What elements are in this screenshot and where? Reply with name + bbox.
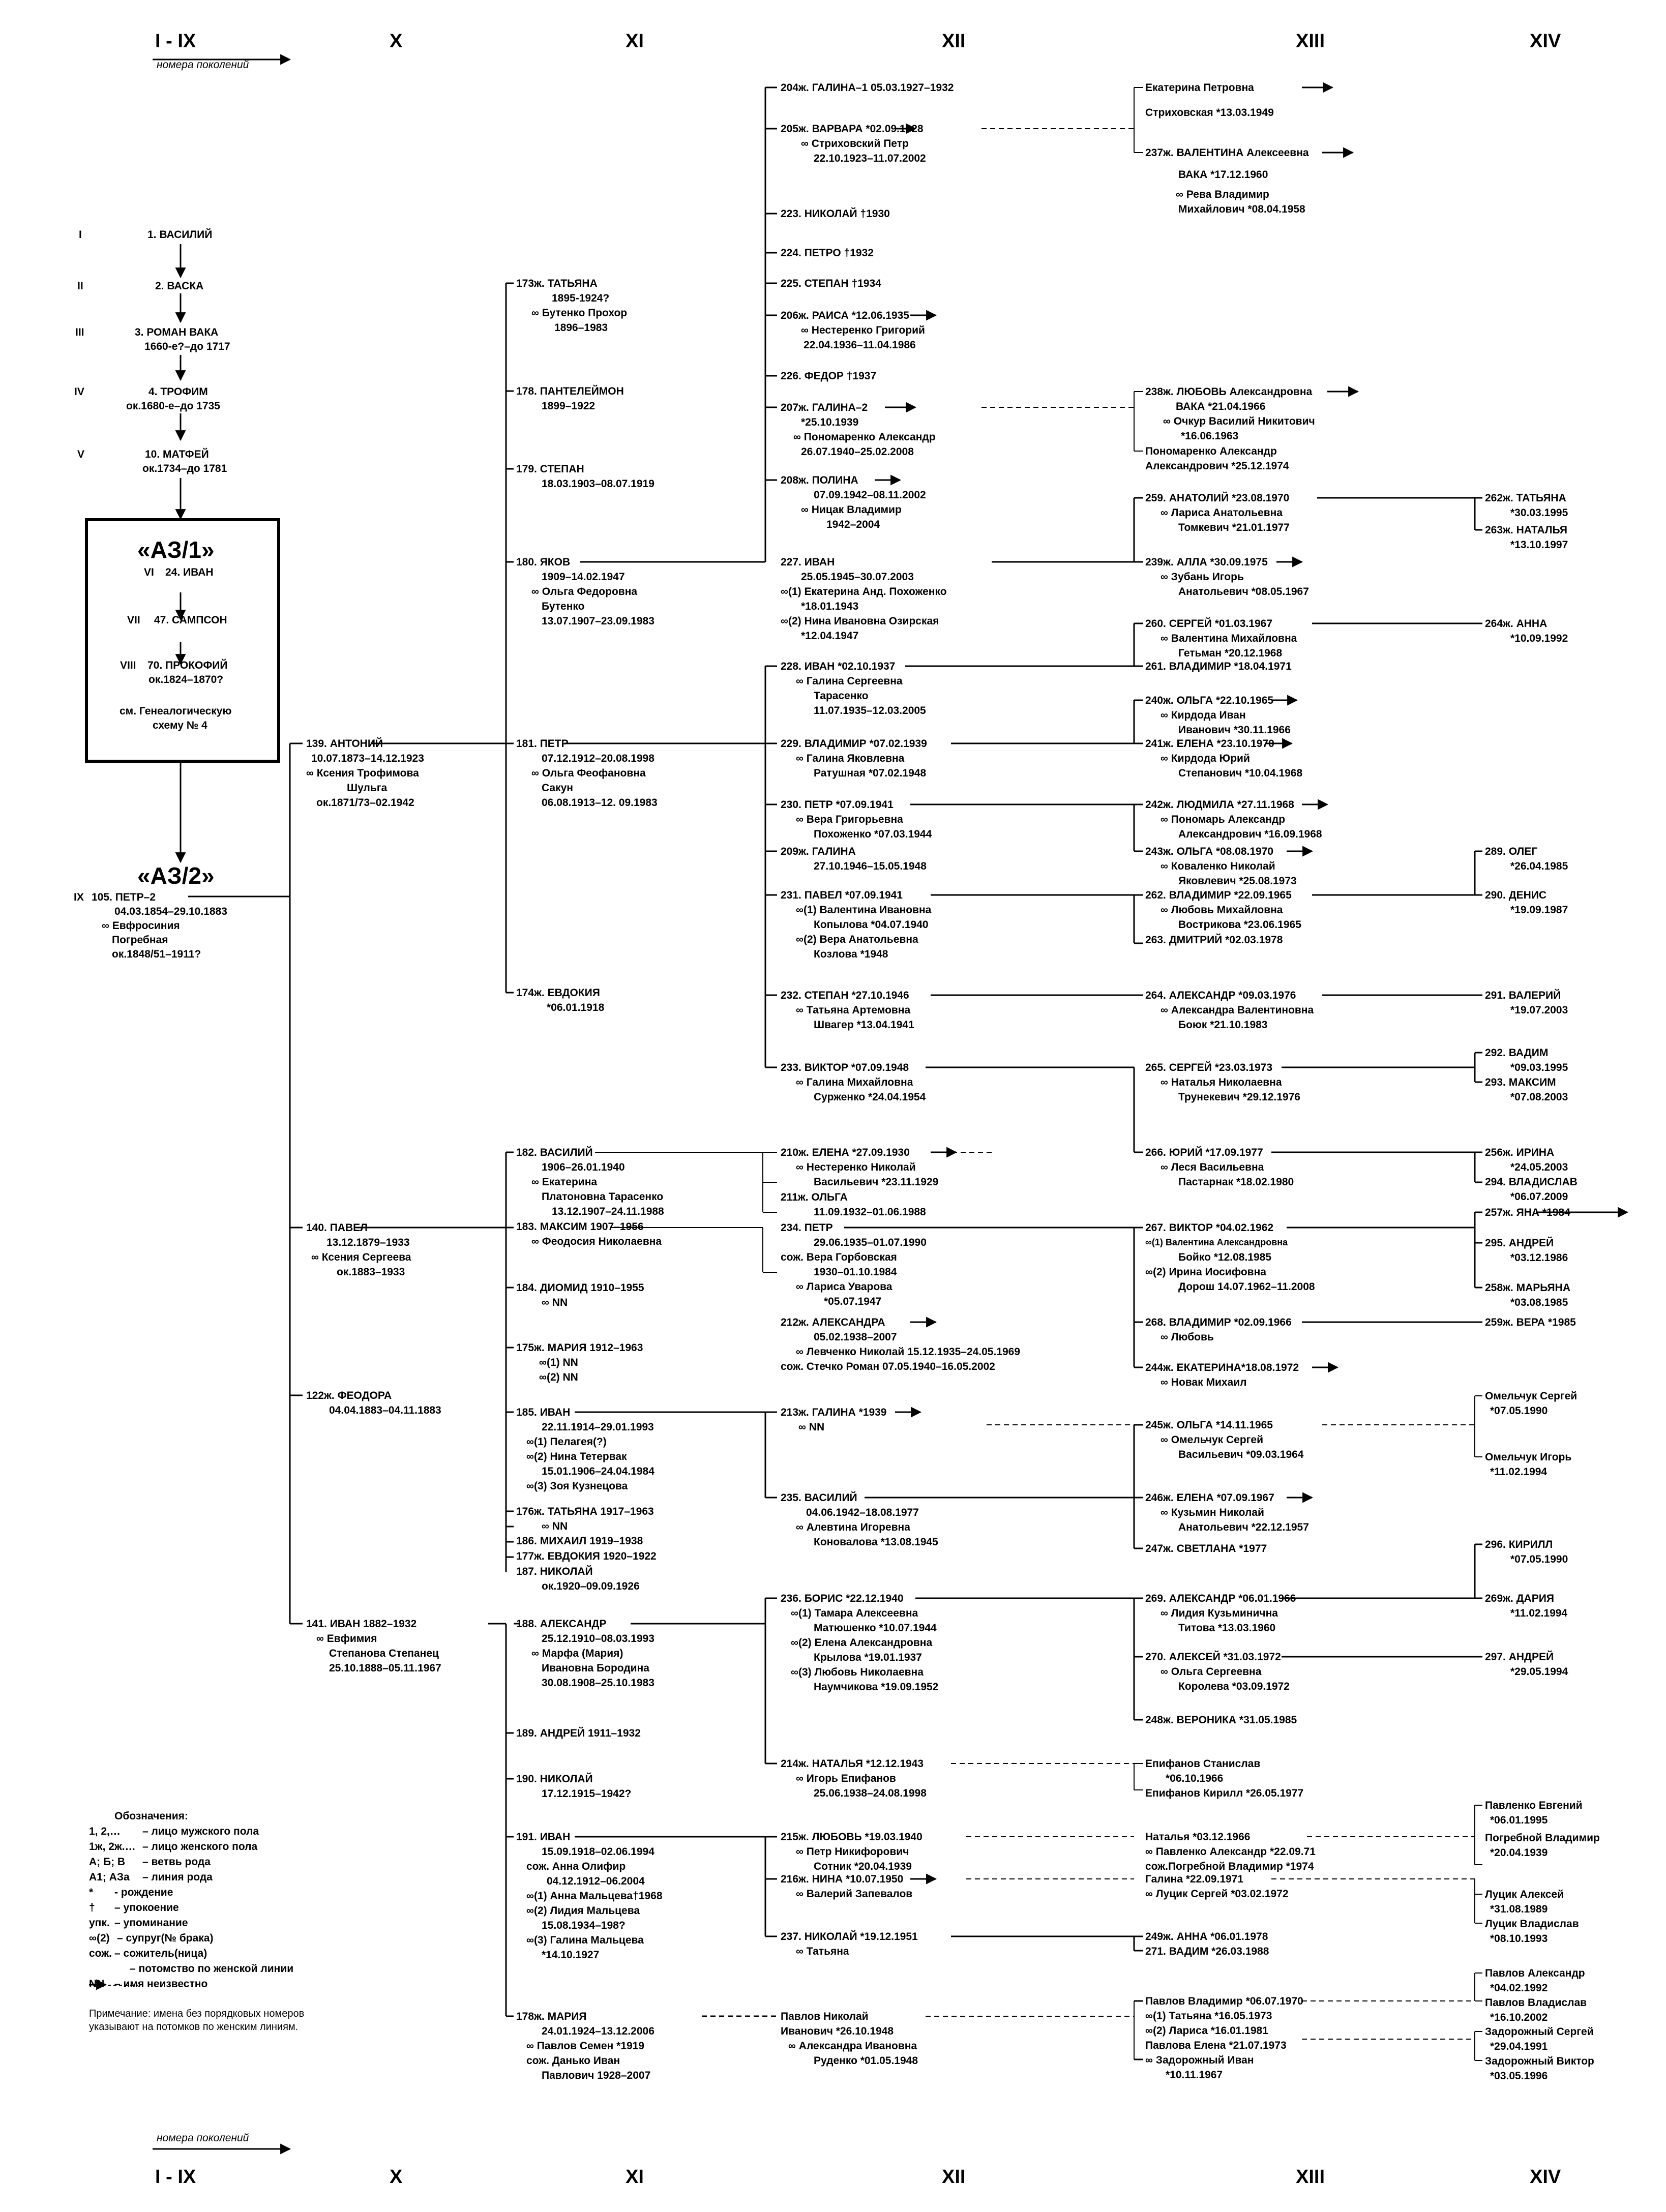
header-generation-3: XI: [626, 31, 644, 52]
person-178: 178. ПАНТЕЛЕЙМОН 1899–1922: [516, 385, 624, 412]
person-omelchuk-sergey: Омельчук Сергей *07.05.1990: [1485, 1390, 1578, 1417]
person-264a: 264ж. АННА *10.09.1992: [1485, 618, 1568, 644]
person-224: 224. ПЕТРО †1932: [781, 247, 874, 259]
person-ekaterina: Екатерина Петровна Стриховская *13.03.1949: [1145, 82, 1274, 118]
legend-title: Обозначения:: [114, 1810, 188, 1822]
person-240: 240ж. ОЛЬГА *22.10.1965 ∞ Кирдода Иван Иванович *30.11.1966: [1145, 695, 1291, 736]
person-175: 175ж. МАРИЯ 1912–1963 ∞(1) NN ∞(2) NN: [516, 1342, 643, 1383]
person-270: 270. АЛЕКСЕЙ *31.03.1972 ∞ Ольга Сергеевна Королева *03.09.1972: [1145, 1651, 1290, 1692]
person-266: 266. ЮРИЙ *17.09.1977 ∞ Леся Васильевна Пастарнак *18.02.1980: [1145, 1147, 1294, 1188]
person-229: 229. ВЛАДИМИР *07.02.1939 ∞ Галина Яковлевна Ратушная *07.02.1948: [781, 738, 927, 779]
scheme-gen: VIII: [120, 660, 136, 671]
person-179: 179. СТЕПАН 18.03.1903–08.07.1919: [516, 463, 654, 490]
person-238: 238ж. ЛЮБОВЬ Александровна ВАКА *21.04.1966 ∞ Очкур Василий Никитович *16.06.1963: [1145, 386, 1315, 442]
legend-dashed-sample: [108, 1983, 143, 1988]
person-247: 247ж. СВЕТЛАНА *1977: [1145, 1543, 1267, 1555]
ancestor-name: 10. МАТФЕЙ: [145, 449, 209, 460]
header-generation-1: I - IX: [155, 31, 196, 52]
person-289: 289. ОЛЕГ *26.04.1985: [1485, 846, 1568, 872]
person-225: 225. СТЕПАН †1934: [781, 278, 881, 289]
person-181: 181. ПЕТР 07.12.1912–20.08.1998 ∞ Ольга Феофановна Сакун 06.08.1913–12. 09.1983: [516, 738, 658, 809]
person-174: 174ж. ЕВДОКИЯ *06.01.1918: [516, 987, 605, 1013]
person-262t: 262ж. ТАТЬЯНА *30.03.1995: [1485, 492, 1568, 519]
person-pavlov-vladimir: Павлов Владимир *06.07.1970 ∞(1) Татьяна *16.05.1973 ∞(2) Лариса *16.01.1981 Павлова Елена *21.07.1973 ∞ Задорожный Иван *10.11.1967: [1145, 1995, 1303, 2081]
person-182: 182. ВАСИЛИЙ 1906–26.01.1940 ∞ Екатерина Платоновна Тарасенко 13.12.1907–24.11.1988: [516, 1147, 664, 1217]
person-296: 296. КИРИЛЛ *07.05.1990: [1485, 1539, 1568, 1565]
legend-note: Примечание: имена без порядковых номеров: [89, 2008, 305, 2019]
ancestor-roman: II: [77, 280, 83, 292]
root-line: ∞ Евфросиния: [102, 920, 180, 932]
person-190: 190. НИКОЛАЙ 17.12.1915–1942?: [516, 1773, 632, 1800]
person-210: 210ж. ЕЛЕНА *27.09.1930 ∞ Нестеренко Николай Васильевич *23.11.1929: [781, 1147, 939, 1188]
person-262: 262. ВЛАДИМИР *22.09.1965 ∞ Любовь Михайловна Вострикова *23.06.1965: [1145, 889, 1301, 931]
person-257: 257ж. ЯНА *1984: [1485, 1207, 1570, 1218]
ancestor-name: 1. ВАСИЛИЙ: [147, 229, 213, 241]
person-233: 233. ВИКТОР *07.09.1948 ∞ Галина Михайловна Сурженко *24.04.1954: [781, 1062, 926, 1103]
person-natalya: Наталья *03.12.1966 ∞ Павленко Александр *22.09.71 сож.Погребной Владимир *1974: [1145, 1831, 1316, 1872]
person-191: 191. ИВАН 15.09.1918–02.06.1994 сож. Анна Олифир 04.12.1912–06.2004 ∞(1) Анна Мальцева†1968 ∞(2) Лидия Мальцева 15.08.1934–198? ∞(3) Галина Мальцева *14.10.1927: [516, 1831, 663, 1961]
scheme-name: 70. ПРОКОФИЙ: [147, 660, 228, 671]
person-186: 186. МИХАИЛ 1919–1938: [516, 1535, 643, 1547]
person-epifanov: Епифанов Станислав *06.10.1966 Епифанов Кирилл *26.05.1977: [1145, 1758, 1304, 1799]
ancestor-roman: V: [77, 449, 85, 460]
person-249: 249ж. АННА *06.01.1978 271. ВАДИМ *26.03.1988: [1145, 1931, 1269, 1957]
person-237v: 237ж. ВАЛЕНТИНА Алексеевна ВАКА *17.12.1960 ∞ Рева Владимир Михайлович *08.04.1958: [1145, 147, 1309, 215]
person-223: 223. НИКОЛАЙ †1930: [781, 208, 890, 220]
person-omelchuk-igor: Омельчук Игорь *11.02.1994: [1485, 1451, 1572, 1478]
person-267: 267. ВИКТОР *04.02.1962 ∞(1) Валентина Александровна Бойко *12.08.1985 ∞(2) Ирина Иосифовна Дорош 14.07.1962–11.2008: [1145, 1222, 1315, 1293]
header-generation-5: XIII: [1296, 31, 1325, 52]
person-232: 232. СТЕПАН *27.10.1946 ∞ Татьяна Артемовна Швагер *13.04.1941: [781, 990, 914, 1031]
person-258: 258ж. МАРЬЯНА *03.08.1985: [1485, 1282, 1570, 1308]
scheme-gen: VII: [127, 614, 140, 626]
footer-generations-caption: номера поколений: [157, 2132, 249, 2144]
person-261: 261. ВЛАДИМИР *18.04.1971: [1145, 661, 1292, 672]
person-galina: Галина *22.09.1971 ∞ Луцик Сергей *03.02.1972: [1145, 1873, 1289, 1900]
scheme-box-title: «АЗ/1»: [137, 536, 215, 563]
person-234: 234. ПЕТР 29.06.1935–01.07.1990 сож. Вера Горбовская 1930–01.10.1984 ∞ Лариса Уварова *05.07.1947: [781, 1222, 927, 1307]
person-183: 183. МАКСИМ 1907–1956 ∞ Феодосия Николаевна: [516, 1221, 662, 1247]
person-264: 264. АЛЕКСАНДР *09.03.1976 ∞ Александра Валентиновна Боюк *21.10.1983: [1145, 990, 1314, 1031]
person-180: 180. ЯКОВ 1909–14.02.1947 ∞ Ольга Федоровна Бутенко 13.07.1907–23.09.1983: [516, 556, 654, 627]
scheme-gen: VI: [144, 566, 154, 578]
person-122: 122ж. ФЕОДОРА 04.04.1883–04.11.1883: [306, 1390, 441, 1416]
ancestor-roman: IV: [74, 386, 84, 398]
person-237: 237. НИКОЛАЙ *19.12.1951 ∞ Татьяна: [781, 1931, 918, 1957]
legend: Обозначения: 1, 2,… – лицо мужского пола 1ж, 2ж.… – лицо женского пола А; Б; В – ветвь рода А1; АЗа – линия рода * - рождение † – упокоение упк. – упоминание ∞(2) – супруг(№ брака) сож. – сожитель(ница) – потомство по женской линии NN – имя неизвестно: [89, 1809, 374, 1992]
person-291: 291. ВАЛЕРИЙ *19.07.2003: [1485, 990, 1568, 1016]
footer-generation-3: XI: [626, 2166, 644, 2188]
person-173: 173ж. ТАТЬЯНА 1895-1924? ∞ Бутенко Прохор 1896–1983: [516, 278, 628, 334]
person-214: 214ж. НАТАЛЬЯ *12.12.1943 ∞ Игорь Епифанов 25.06.1938–24.08.1998: [781, 1758, 927, 1799]
person-245: 245ж. ОЛЬГА *14.11.1965 ∞ Омельчук Сергей Васильевич *09.03.1964: [1145, 1419, 1304, 1460]
person-pavlenko-pogrebnoy: Павленко Евгений *06.01.1995 Погребной Владимир *20.04.1939: [1485, 1800, 1600, 1859]
person-231: 231. ПАВЕЛ *07.09.1941 ∞(1) Валентина Ивановна Копылова *04.07.1940 ∞(2) Вера Анатольевна Козлова *1948: [781, 889, 932, 960]
person-230: 230. ПЕТР *07.09.1941 ∞ Вера Григорьевна Похоженко *07.03.1944: [781, 799, 932, 840]
ancestor-dates: ок.1680-е–до 1735: [126, 400, 220, 412]
person-242: 242ж. ЛЮДМИЛА *27.11.1968 ∞ Пономарь Александр Александрович *16.09.1968: [1145, 799, 1322, 840]
person-269d: 269ж. ДАРИЯ *11.02.1994: [1485, 1593, 1568, 1619]
person-207: 207ж. ГАЛИНА–2 *25.10.1939 ∞ Пономаренко Александр 26.07.1940–25.02.2008: [781, 402, 936, 458]
person-260: 260. СЕРГЕЙ *01.03.1967 ∞ Валентина Михайловна Гетьман *20.12.1968: [1145, 618, 1297, 659]
footer-generation-6: XIV: [1530, 2166, 1561, 2188]
person-239: 239ж. АЛЛА *30.09.1975 ∞ Зубань Игорь Анатольевич *08.05.1967: [1145, 556, 1309, 597]
person-205: 205ж. ВАРВАРА *02.09.1928 ∞ Стриховский Петр 22.10.1923–11.07.2002: [781, 123, 926, 164]
person-269: 269. АЛЕКСАНДР *06.01.1966 ∞ Лидия Кузьминична Титова *13.03.1960: [1145, 1593, 1296, 1634]
person-243: 243ж. ОЛЬГА *08.08.1970 ∞ Коваленко Николай Яковлевич *25.08.1973: [1145, 846, 1297, 887]
person-292-293: 292. ВАДИМ *09.03.1995 293. МАКСИМ *07.08.2003: [1485, 1047, 1568, 1103]
scheme-name: 24. ИВАН: [165, 566, 214, 578]
person-265: 265. СЕРГЕЙ *23.03.1973 ∞ Наталья Николаевна Трунекевич *29.12.1976: [1145, 1062, 1300, 1103]
person-141: 141. ИВАН 1882–1932 ∞ Евфимия Степанова Степанец 25.10.1888–05.11.1967: [306, 1618, 441, 1674]
person-268: 268. ВЛАДИМИР *02.09.1966 ∞ Любовь: [1145, 1317, 1292, 1343]
person-206: 206ж. РАИСА *12.06.1935 ∞ Нестеренко Григорий 22.04.1936–11.04.1986: [781, 310, 925, 351]
header-generations-caption: номера поколений: [157, 59, 249, 71]
person-176: 176ж. ТАТЬЯНА 1917–1963 ∞ NN: [516, 1506, 654, 1532]
root-line: Погребная: [112, 934, 168, 946]
person-pavlov-nikolay: Павлов Николай Иванович *26.10.1948 ∞ Александра Ивановна Руденко *01.05.1948: [781, 2011, 918, 2067]
person-227: 227. ИВАН 25.05.1945–30.07.2003 ∞(1) Екатерина Анд. Похоженко *18.01.1943 ∞(2) Нина Ивановна Озирская *12.04.1947: [781, 556, 947, 642]
ancestor-dates: 1660-е?–до 1717: [144, 341, 230, 352]
person-209: 209ж. ГАЛИНА 27.10.1946–15.05.1948: [781, 846, 927, 872]
person-259v: 259ж. ВЕРА *1985: [1485, 1317, 1576, 1328]
person-zadorozhny: Задорожный Сергей *29.04.1991 Задорожный Виктор *03.05.1996: [1485, 2026, 1594, 2082]
root-gen: IX: [74, 891, 84, 903]
person-211: 211ж. ОЛЬГА 11.09.1932–01.06.1988: [781, 1191, 926, 1218]
person-213: 213ж. ГАЛИНА *1939 ∞ NN: [781, 1407, 887, 1433]
footer-generation-2: X: [390, 2166, 403, 2188]
person-139: 139. АНТОНИЙ 10.07.1873–14.12.1923 ∞ Ксения Трофимова Шульга ок.1871/73–02.1942: [306, 738, 424, 809]
person-235: 235. ВАСИЛИЙ 04.06.1942–18.08.1977 ∞ Алевтина Игоревна Коновалова *13.08.1945: [781, 1492, 938, 1548]
person-259: 259. АНАТОЛИЙ *23.08.1970 ∞ Лариса Анатольевна Томкевич *21.01.1977: [1145, 492, 1290, 533]
root-line: 105. ПЕТР–2: [92, 891, 156, 903]
person-188: 188. АЛЕКСАНДР 25.12.1910–08.03.1993 ∞ Марфа (Мария) Ивановна Бородина 30.08.1908–25.10.1983: [516, 1618, 654, 1689]
person-263n: 263ж. НАТАЛЬЯ *13.10.1997: [1485, 524, 1568, 551]
person-246: 246ж. ЕЛЕНА *07.09.1967 ∞ Кузьмин Николай Анатольевич *22.12.1957: [1145, 1492, 1309, 1533]
person-178m: 178ж. МАРИЯ 24.01.1924–13.12.2006 ∞ Павлов Семен *1919 сож. Данько Иван Павлович 1928–2007: [516, 2011, 654, 2081]
person-140: 140. ПАВЕЛ 13.12.1879–1933 ∞ Ксения Сергеева ок.1883–1933: [306, 1222, 411, 1278]
person-189: 189. АНДРЕЙ 1911–1932: [516, 1727, 641, 1739]
ancestor-name: 2. ВАСКА: [155, 280, 204, 292]
person-184: 184. ДИОМИД 1910–1955 ∞ NN: [516, 1282, 644, 1308]
root-line: 04.03.1854–29.10.1883: [114, 906, 227, 917]
footer-generation-1: I - IX: [155, 2166, 196, 2188]
person-215: 215ж. ЛЮБОВЬ *19.03.1940 ∞ Петр Никифорович Сотник *20.04.1939: [781, 1831, 923, 1872]
person-295: 295. АНДРЕЙ *03.12.1986: [1485, 1237, 1568, 1264]
person-290: 290. ДЕНИС *19.09.1987: [1485, 889, 1568, 916]
person-297: 297. АНДРЕЙ *29.05.1994: [1485, 1651, 1568, 1678]
person-241: 241ж. ЕЛЕНА *23.10.1970 ∞ Кирдода Юрий Степанович *10.04.1968: [1145, 738, 1303, 779]
person-226: 226. ФЕДОР †1937: [781, 370, 877, 382]
ancestor-name: 3. РОМАН ВАКА: [135, 326, 219, 338]
footer-generation-5: XIII: [1296, 2166, 1325, 2188]
scheme-note: см. Генеалогическую: [120, 705, 232, 717]
footer-generation-4: XII: [942, 2166, 966, 2188]
person-256-294: 256ж. ИРИНА *24.05.2003 294. ВЛАДИСЛАВ *06.07.2009: [1485, 1147, 1578, 1203]
person-236: 236. БОРИС *22.12.1940 ∞(1) Тамара Алексеевна Матюшенко *10.07.1944 ∞(2) Елена Александровна Крылова *19.01.1937 ∞(3) Любовь Николаевна Наумчикова *19.09.1952: [781, 1593, 939, 1693]
scheme-note: схему № 4: [153, 720, 207, 731]
person-216: 216ж. НИНА *10.07.1950 ∞ Валерий Запевалов: [781, 1873, 913, 1900]
scheme-dates: ок.1824–1870?: [148, 674, 224, 685]
ancestor-name: 4. ТРОФИМ: [148, 386, 208, 398]
ancestor-roman: III: [75, 326, 84, 338]
ancestor-roman: I: [79, 229, 82, 241]
legend-note: указывают на потомков по женским линиям.: [89, 2021, 299, 2032]
person-185: 185. ИВАН 22.11.1914–29.01.1993 ∞(1) Пелагея(?) ∞(2) Нина Тетервак 15.01.1906–24.04.1984 ∞(3) Зоя Кузнецова: [516, 1407, 654, 1492]
root-title: «АЗ/2»: [137, 862, 215, 889]
header-generation-2: X: [390, 31, 403, 52]
person-pavlov-sons: Павлов Александр *04.02.1992 Павлов Владислав *16.10.2002: [1485, 1967, 1587, 2023]
person-177: 177ж. ЕВДОКИЯ 1920–1922: [516, 1550, 657, 1562]
header-generation-6: XIV: [1530, 31, 1561, 52]
person-lucik: Луцик Алексей *31.08.1989 Луцик Владислав *08.10.1993: [1485, 1889, 1579, 1945]
person-187: 187. НИКОЛАЙ ок.1920–09.09.1926: [516, 1566, 640, 1592]
ancestor-dates: ок.1734–до 1781: [142, 463, 227, 474]
person-ponomarenko: Пономаренко Александр Александрович *25.12.1974: [1145, 445, 1289, 472]
person-244: 244ж. ЕКАТЕРИНА*18.08.1972 ∞ Новак Михаил: [1145, 1362, 1299, 1388]
person-248: 248ж. ВЕРОНИКА *31.05.1985: [1145, 1714, 1297, 1726]
person-263: 263. ДМИТРИЙ *02.03.1978: [1145, 934, 1283, 946]
person-204: 204ж. ГАЛИНА–1 05.03.1927–1932: [781, 82, 954, 94]
person-228: 228. ИВАН *02.10.1937 ∞ Галина Сергеевна Тарасенко 11.07.1935–12.03.2005: [781, 661, 926, 716]
header-generation-4: XII: [942, 31, 966, 52]
person-212: 212ж. АЛЕКСАНДРА 05.02.1938–2007 ∞ Левченко Николай 15.12.1935–24.05.1969 сож. Стечко Роман 07.05.1940–16.05.2002: [781, 1317, 1021, 1372]
scheme-name: 47. САМПСОН: [154, 614, 227, 626]
root-line: ок.1848/51–1911?: [112, 948, 201, 960]
person-208: 208ж. ПОЛИНА 07.09.1942–08.11.2002 ∞ Ницак Владимир 1942–2004: [781, 474, 926, 530]
